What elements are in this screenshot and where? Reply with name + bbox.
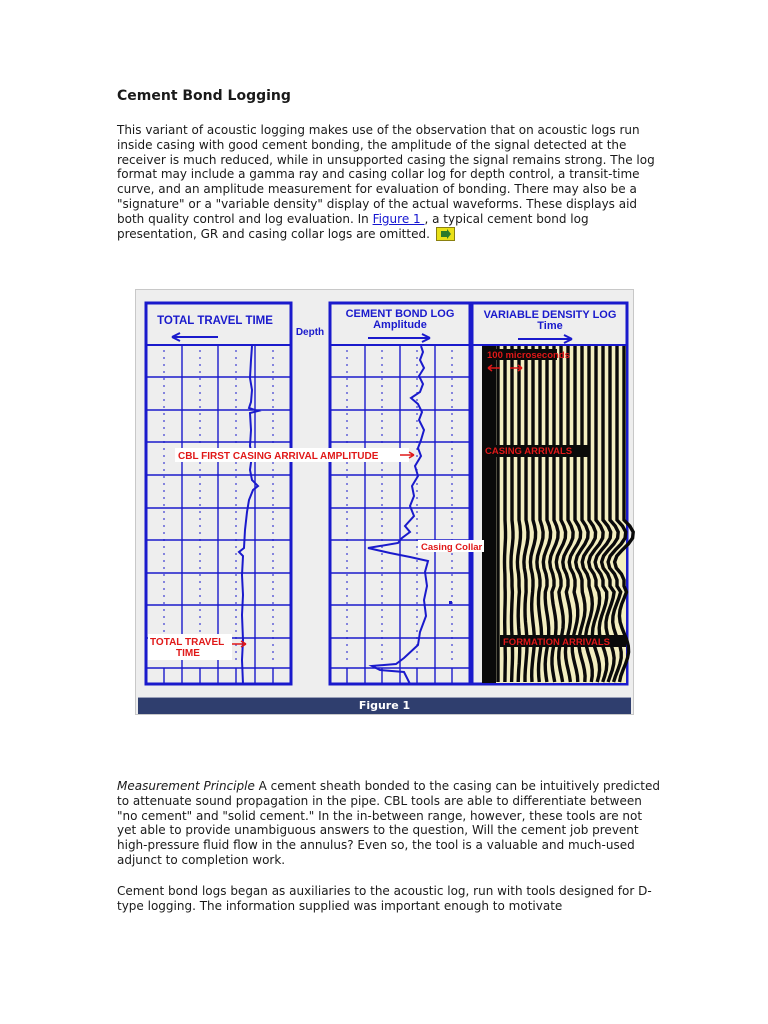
right-arrow-icon xyxy=(518,335,572,343)
measurement-label: Measurement Principle xyxy=(117,779,255,793)
cbl-subheader: Amplitude xyxy=(373,319,427,331)
cbl-header: CEMENT BOND LOG xyxy=(345,308,455,320)
intro-text: This variant of acoustic logging makes use of the observation that on acoustic logs run inside casing with good cement bonding, the amplitude of the signal detected at the receiver is much reduced, while in unsupported casing the signal remains strong. The log format may include a gamma ray and casing collar log for depth control, a transit-time curve, and an amplitude measurement for evaluation of bonding. There may also be a "signature" or a "variable density" display of the actual waveforms. These displays aid both quality control and log evaluation. In xyxy=(117,123,655,226)
formation-arrivals-label: FORMATION ARRIVALS xyxy=(503,637,610,648)
casing-collar-label: Casing Collar xyxy=(421,542,483,553)
depth-header: Depth xyxy=(295,327,325,338)
vdl-waveform-stripe xyxy=(511,346,513,682)
measurement-paragraph xyxy=(117,779,662,868)
page-title: Cement Bond Logging xyxy=(117,88,291,104)
ttt-annotation-line1: TOTAL TRAVEL xyxy=(150,637,225,648)
figure-1-link[interactable]: Figure 1 xyxy=(372,211,425,226)
figure-caption: Figure 1 xyxy=(138,697,631,714)
microseconds-label: 100 microseconds xyxy=(487,350,570,361)
ttt-header: TOTAL TRAVEL TIME xyxy=(157,315,273,327)
right-arrow-icon xyxy=(368,334,430,342)
closing-paragraph: Cement bond logs began as auxiliaries to the acoustic log, run with tools designed for D-type logging. The information supplied was important enough to motivate xyxy=(117,884,652,913)
vdl-subheader: Time xyxy=(537,320,563,332)
vdl-header: VARIABLE DENSITY LOG xyxy=(483,309,617,321)
annotation-arrow-icon xyxy=(232,641,246,647)
cbl-amplitude-curve xyxy=(368,346,428,684)
measurement-text: A cement sheath bonded to the casing can be intuitively predicted to attenuate sound propagation in the pipe. CBL tools are able to differentiate between "no cement" and "solid cement." In the in-between range, however, these tools are not yet able to provide unambiguous answers to the question, Will the cement job prevent high-pressure fluid flow in the annulus? Even so, the tool is a valuable and much-used adjunct to completion work. xyxy=(117,779,660,867)
intro-text-end: , a typical cement bond log presentation, GR and casing collar logs are omitted. xyxy=(117,211,589,241)
left-arrow-icon xyxy=(172,333,218,341)
casing-arrivals-label: CASING ARRIVALS xyxy=(485,446,573,457)
vdl-waveform-stripe xyxy=(517,346,520,682)
ttt-annotation-line2: TIME xyxy=(176,648,200,659)
vdl-waveform-stripe xyxy=(505,346,506,682)
cbl-first-arrival-label: CBL FIRST CASING ARRIVAL AMPLITUDE xyxy=(178,451,379,462)
